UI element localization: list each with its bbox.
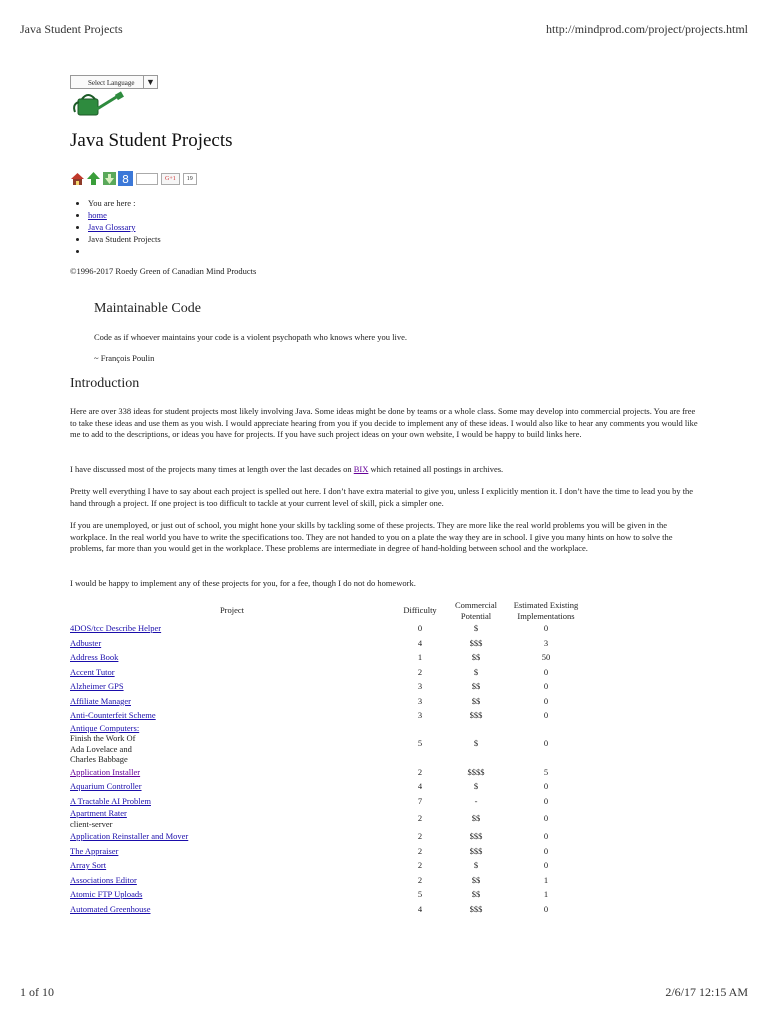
- project-cell: [70, 650, 394, 665]
- breadcrumb-label: • You are here :: [88, 197, 161, 209]
- footer-page: 1 of 10: [20, 985, 54, 999]
- potential-cell: $$: [471, 695, 481, 706]
- existing-cell: 0: [543, 738, 549, 749]
- project-cell: [70, 665, 394, 680]
- table-row: [70, 887, 586, 902]
- print-header: [20, 22, 748, 40]
- table-row: [70, 708, 586, 723]
- google-plus-count: 19: [183, 173, 197, 185]
- project-cell: [70, 708, 394, 723]
- intro-paragraph-4: If you are unemployed, or just out of school, you might hone your skills by tackling some of these projects. They are more like the real world problems you will be given in the workplace. In the real world you have to write the specifications too. They are not handed to you on a plate the way they are in school. I give you many hints on how to solve the problems, far more than you would get in the workplace. These problems are intermediate in degree of hand-holding between school and the workplace.: [70, 520, 673, 553]
- project-link[interactable]: Automated Greenhouse: [70, 903, 151, 914]
- potential-cell: $$$: [469, 831, 483, 841]
- difficulty-cell: 7: [417, 795, 423, 806]
- project-link[interactable]: Anti-Counterfeit Scheme: [70, 710, 156, 720]
- projects-table: [70, 600, 586, 916]
- language-select-label: Select Language: [88, 79, 135, 87]
- existing-cell: 3: [543, 637, 549, 648]
- table-row: [70, 665, 586, 680]
- table-row: [70, 779, 586, 794]
- intro-paragraph-3: Pretty well everything I have to say about each project is spelled out here. I don’t have extra material to give you, unless I explicitly mention it. I don’t have the time to lead you by the hand through a project. If one project is too difficult to tackle at your current level of skill, pick a simpler one.: [70, 486, 694, 508]
- header-title: Java Student Projects: [20, 22, 123, 36]
- project-cell: [70, 829, 394, 844]
- project-cell: [70, 858, 394, 873]
- footer-datetime: 2/6/17 12:15 AM: [665, 985, 748, 999]
- project-cell: [70, 694, 394, 709]
- project-link[interactable]: Address Book: [70, 652, 119, 662]
- bix-link[interactable]: BIX: [353, 464, 369, 474]
- intro-p2-after: which retained all postings in archives.: [368, 464, 504, 474]
- project-link[interactable]: Application Installer: [70, 766, 141, 777]
- col-project: Project: [219, 605, 245, 616]
- existing-cell: 0: [543, 845, 549, 856]
- project-link[interactable]: Array Sort: [70, 860, 107, 870]
- potential-cell: $: [473, 860, 479, 870]
- difficulty-cell: 3: [417, 695, 423, 706]
- difficulty-cell: 3: [417, 710, 423, 720]
- table-row: [70, 765, 586, 780]
- project-cell: [70, 844, 394, 859]
- project-link[interactable]: Antique Computers:: [70, 722, 140, 733]
- social-toolbar: [70, 171, 197, 186]
- print-footer: [20, 985, 748, 1003]
- table-row: [70, 873, 586, 888]
- page-title: Java Student Projects: [70, 130, 233, 151]
- col-difficulty: Difficulty: [403, 605, 437, 616]
- existing-cell: 0: [543, 860, 549, 870]
- project-cell: [70, 887, 394, 902]
- project-link[interactable]: Affiliate Manager: [70, 695, 131, 706]
- difficulty-cell: 2: [417, 666, 423, 677]
- potential-cell: $$: [471, 874, 481, 885]
- project-cell: [70, 873, 394, 888]
- breadcrumb-home-link[interactable]: home: [88, 210, 107, 220]
- potential-cell: $$$: [469, 845, 483, 856]
- potential-cell: -: [474, 795, 478, 806]
- project-cell: [70, 779, 394, 794]
- maintainable-author: ~ François Poulin: [94, 353, 155, 363]
- difficulty-cell: 4: [417, 637, 423, 648]
- svg-text:8: 8: [122, 173, 129, 186]
- table-row: [70, 621, 586, 636]
- existing-cell: 0: [543, 831, 549, 841]
- maintainable-quote: Code as if whoever maintains your code is a violent psychopath who knows where you live.: [94, 332, 408, 342]
- project-link[interactable]: The Appraiser: [70, 845, 119, 856]
- intro-paragraph-2: [70, 464, 702, 476]
- share-blank-button[interactable]: [136, 173, 158, 185]
- intro-p2-text: I have discussed most of the projects many times at length over the last decades on: [70, 464, 354, 474]
- header-url: http://mindprod.com/project/projects.html: [546, 22, 748, 36]
- chevron-down-icon[interactable]: ▼: [143, 75, 157, 89]
- difficulty-cell: 1: [417, 652, 423, 662]
- project-cell: [70, 723, 394, 765]
- potential-cell: $$$: [469, 710, 483, 720]
- existing-cell: 5: [543, 766, 549, 777]
- breadcrumb-current: • Java Student Projects: [88, 233, 161, 245]
- difficulty-cell: 4: [417, 903, 423, 914]
- breadcrumb-glossary-link[interactable]: Java Glossary: [88, 222, 136, 232]
- language-select[interactable]: [70, 75, 158, 89]
- existing-cell: 0: [543, 903, 549, 914]
- maintainable-heading: Maintainable Code: [94, 301, 201, 316]
- copyright: ©1996-2017 Roedy Green of Canadian Mind Products: [70, 266, 257, 276]
- difficulty-cell: 2: [417, 813, 423, 824]
- table-row: [70, 858, 586, 873]
- down-arrow-icon[interactable]: [102, 171, 117, 186]
- existing-cell: 0: [543, 781, 549, 791]
- up-arrow-icon[interactable]: [86, 171, 101, 186]
- table-row: [70, 844, 586, 859]
- google-search-icon[interactable]: [118, 171, 133, 186]
- difficulty-cell: 2: [417, 874, 423, 885]
- potential-cell: $: [473, 781, 479, 791]
- project-subtitle: Finish the Work Of: [70, 733, 136, 743]
- potential-cell: $: [473, 738, 479, 749]
- difficulty-cell: 2: [417, 860, 423, 870]
- potential-cell: $$$$: [467, 766, 485, 777]
- project-cell: [70, 636, 394, 651]
- home-icon[interactable]: [70, 171, 85, 186]
- project-link[interactable]: Associations Editor: [70, 874, 137, 885]
- project-subtitle: client-server: [70, 818, 113, 829]
- potential-cell: $: [473, 666, 479, 677]
- project-subtitle: Ada Lovelace and: [70, 743, 132, 754]
- existing-cell: 1: [543, 889, 549, 899]
- difficulty-cell: 5: [417, 738, 423, 749]
- col-existing: Estimated Existing Implementations: [513, 600, 579, 621]
- existing-cell: 0: [543, 813, 549, 824]
- project-link[interactable]: Application Reinstaller and Mover: [70, 831, 189, 841]
- project-cell: [70, 808, 394, 829]
- project-link[interactable]: Accent Tutor: [70, 666, 115, 677]
- project-link[interactable]: Alzheimer GPS: [70, 681, 124, 691]
- project-link[interactable]: A Tractable AI Problem: [70, 795, 151, 806]
- difficulty-cell: 2: [417, 766, 423, 777]
- existing-cell: 0: [543, 710, 549, 720]
- difficulty-cell: 2: [417, 845, 423, 856]
- table-row: [70, 636, 586, 651]
- watering-can-logo: [70, 90, 128, 123]
- intro-paragraph-5: I would be happy to implement any of these projects for you, for a fee, though I do not do homework.: [70, 578, 416, 588]
- potential-cell: $$: [471, 652, 481, 662]
- difficulty-cell: 3: [417, 681, 423, 691]
- project-subtitle: Charles Babbage: [70, 754, 128, 764]
- existing-cell: 0: [543, 795, 549, 806]
- breadcrumb: [88, 197, 161, 257]
- difficulty-cell: 4: [417, 781, 423, 791]
- project-link[interactable]: Apartment Rater: [70, 808, 127, 818]
- col-commercial: Commercial Potential: [454, 600, 497, 621]
- existing-cell: 1: [543, 874, 549, 885]
- table-row: [70, 694, 586, 709]
- difficulty-cell: 0: [417, 623, 423, 633]
- table-row: [70, 650, 586, 665]
- table-row: [70, 902, 586, 917]
- project-cell: [70, 902, 394, 917]
- existing-cell: 0: [543, 681, 549, 691]
- existing-cell: 0: [543, 623, 549, 633]
- table-row: [70, 829, 586, 844]
- table-header-row: [70, 600, 586, 621]
- existing-cell: 0: [543, 695, 549, 706]
- project-link[interactable]: Adbuster: [70, 637, 102, 648]
- potential-cell: $$: [471, 813, 481, 824]
- potential-cell: $: [473, 623, 479, 633]
- project-cell: [70, 621, 394, 636]
- potential-cell: $$$: [469, 903, 483, 914]
- table-row: [70, 723, 586, 765]
- difficulty-cell: 5: [417, 889, 423, 899]
- project-cell: [70, 794, 394, 809]
- google-plus-button[interactable]: G+1: [161, 173, 180, 185]
- difficulty-cell: 2: [417, 831, 423, 841]
- project-cell: [70, 679, 394, 694]
- breadcrumb-empty: [88, 245, 161, 257]
- project-link[interactable]: Aquarium Controller: [70, 781, 142, 791]
- intro-heading: Introduction: [70, 376, 140, 391]
- project-cell: [70, 765, 394, 780]
- potential-cell: $$: [471, 681, 481, 691]
- table-row: [70, 808, 586, 829]
- potential-cell: $$: [471, 889, 481, 899]
- project-link[interactable]: 4DOS/tcc Describe Helper: [70, 623, 162, 633]
- intro-paragraph-1: Here are over 338 ideas for student projects most likely involving Java. Some ideas might be done by teams or a whole class. Some may develop into commercial projects. You are free to take these ideas and use them as you wish. I would appreciate hearing from you if you decide to implement any of these ideas. I would also like to hear any comments you would like me to add to the descriptions, or ideas you have for projects. If you have such project ideas on your own website, I would be happy to build links here.: [70, 406, 698, 439]
- existing-cell: 50: [541, 652, 551, 662]
- project-link[interactable]: Atomic FTP Uploads: [70, 889, 143, 899]
- table-row: [70, 679, 586, 694]
- table-row: [70, 794, 586, 809]
- potential-cell: $$$: [469, 637, 483, 648]
- existing-cell: 0: [543, 666, 549, 677]
